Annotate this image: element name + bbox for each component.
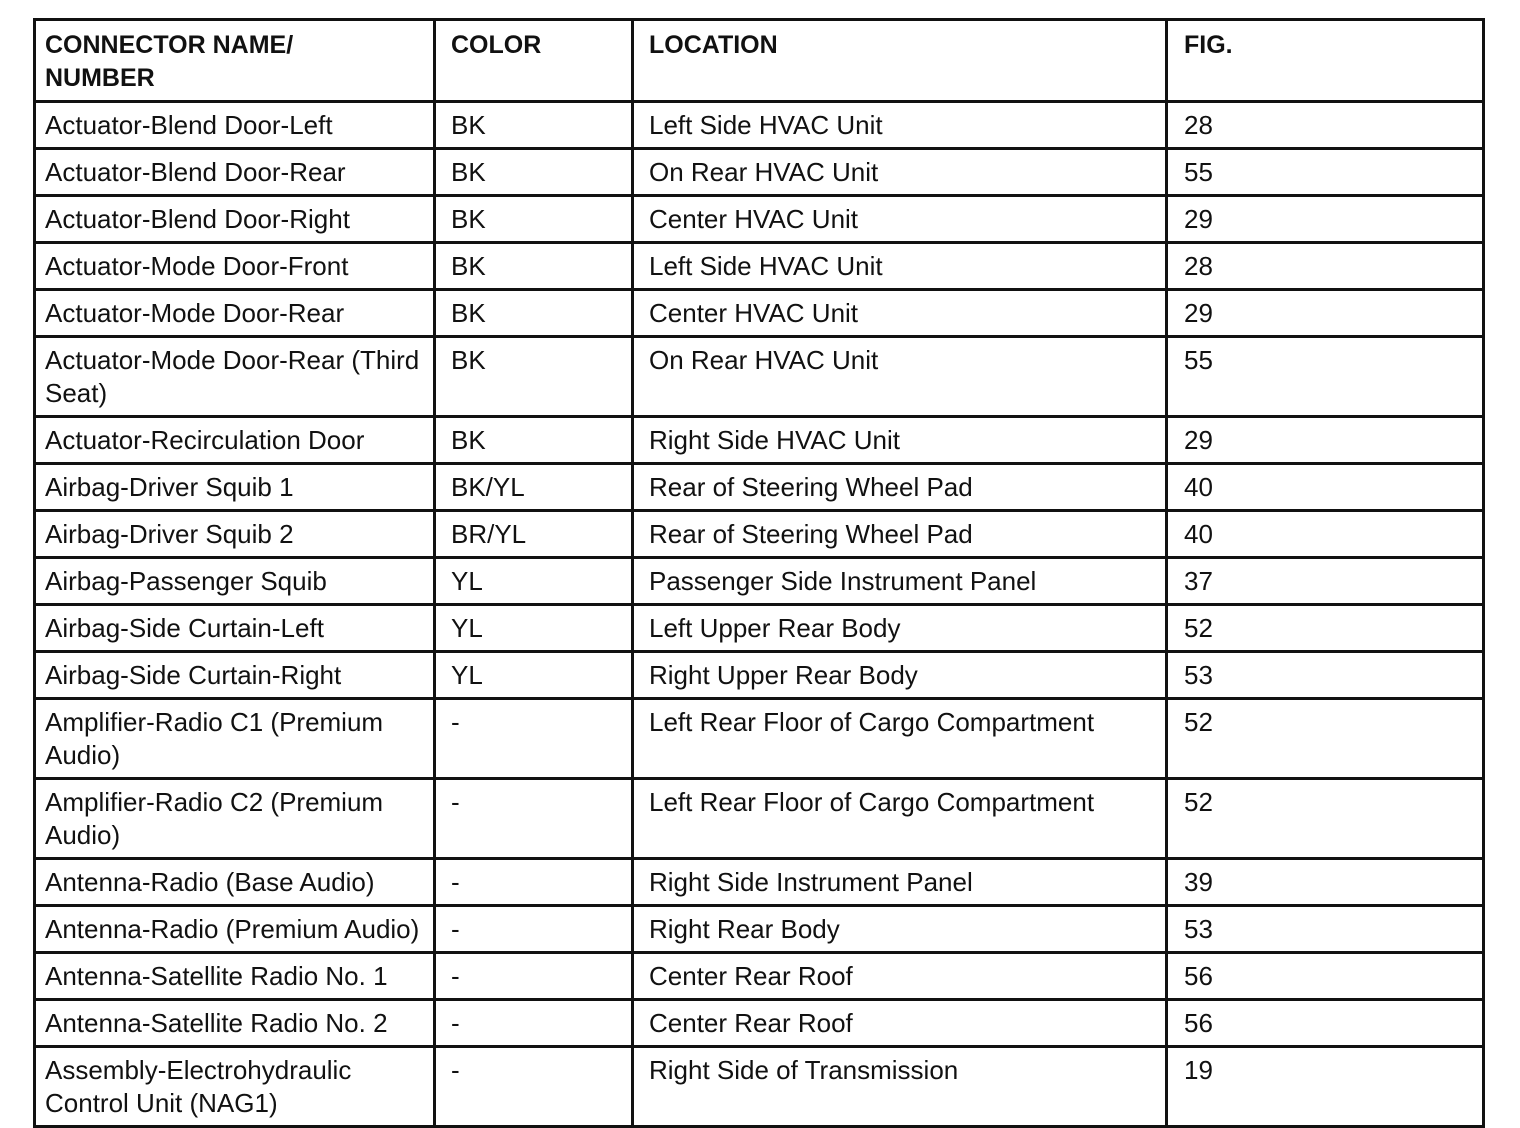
cell-fig: 28 [1167, 243, 1484, 290]
header-connector-line1: CONNECTOR NAME/ [45, 31, 294, 59]
table-row [35, 953, 1484, 1000]
cell-connector-name: Antenna-Satellite Radio No. 1 [35, 953, 435, 1000]
cell-fig: 37 [1167, 558, 1484, 605]
table-row [35, 558, 1484, 605]
cell-location: Right Rear Body [633, 906, 1167, 953]
cell-fig: 56 [1167, 1000, 1484, 1047]
cell-location: Center Rear Roof [633, 1000, 1167, 1047]
cell-fig: 52 [1167, 699, 1484, 779]
cell-location: Left Side HVAC Unit [633, 102, 1167, 149]
cell-color: BK/YL [435, 464, 633, 511]
table-row [35, 605, 1484, 652]
cell-color: YL [435, 558, 633, 605]
cell-color: BR/YL [435, 511, 633, 558]
cell-fig: 56 [1167, 953, 1484, 1000]
cell-fig: 55 [1167, 337, 1484, 417]
cell-color: BK [435, 417, 633, 464]
cell-connector-name: Actuator-Blend Door-Left [35, 102, 435, 149]
table-row [35, 511, 1484, 558]
header-fig: FIG. [1167, 20, 1484, 102]
table-row [35, 699, 1484, 779]
cell-connector-name: Antenna-Radio (Premium Audio) [35, 906, 435, 953]
cell-color: BK [435, 337, 633, 417]
cell-location: Left Side HVAC Unit [633, 243, 1167, 290]
table-row [35, 464, 1484, 511]
connector-table [33, 18, 1485, 1128]
cell-connector-name: Airbag-Driver Squib 1 [35, 464, 435, 511]
cell-connector-name: Airbag-Passenger Squib [35, 558, 435, 605]
cell-color: YL [435, 652, 633, 699]
cell-connector-name: Actuator-Blend Door-Rear [35, 149, 435, 196]
cell-fig: 19 [1167, 1047, 1484, 1127]
cell-fig: 28 [1167, 102, 1484, 149]
cell-connector-name: Antenna-Radio (Base Audio) [35, 859, 435, 906]
cell-fig: 53 [1167, 652, 1484, 699]
cell-color: - [435, 699, 633, 779]
cell-fig: 40 [1167, 464, 1484, 511]
cell-location: Center HVAC Unit [633, 196, 1167, 243]
cell-location: Center HVAC Unit [633, 290, 1167, 337]
cell-location: On Rear HVAC Unit [633, 337, 1167, 417]
cell-fig: 39 [1167, 859, 1484, 906]
cell-connector-name: Actuator-Blend Door-Right [35, 196, 435, 243]
cell-color: BK [435, 102, 633, 149]
table-row [35, 779, 1484, 859]
cell-connector-name: Actuator-Mode Door-Rear [35, 290, 435, 337]
header-location: LOCATION [633, 20, 1167, 102]
header-connector-name [35, 20, 435, 102]
cell-connector-name: Assembly-Electrohydraulic Control Unit (NAG1) [35, 1047, 435, 1127]
table-row [35, 196, 1484, 243]
table-row [35, 417, 1484, 464]
header-row [35, 20, 1484, 102]
cell-connector-name: Amplifier-Radio C1 (Premium Audio) [35, 699, 435, 779]
cell-connector-name: Actuator-Mode Door-Front [35, 243, 435, 290]
cell-color: BK [435, 243, 633, 290]
table-row [35, 290, 1484, 337]
cell-color: - [435, 1000, 633, 1047]
cell-connector-name: Antenna-Satellite Radio No. 2 [35, 1000, 435, 1047]
cell-fig: 29 [1167, 196, 1484, 243]
table-row [35, 1000, 1484, 1047]
cell-color: - [435, 953, 633, 1000]
cell-fig: 29 [1167, 417, 1484, 464]
header-color: COLOR [435, 20, 633, 102]
cell-location: Rear of Steering Wheel Pad [633, 511, 1167, 558]
cell-color: YL [435, 605, 633, 652]
table-row [35, 149, 1484, 196]
header-connector-line2: NUMBER [45, 64, 155, 92]
cell-fig: 55 [1167, 149, 1484, 196]
cell-connector-name: Actuator-Recirculation Door [35, 417, 435, 464]
table-row [35, 337, 1484, 417]
cell-location: Left Rear Floor of Cargo Compartment [633, 779, 1167, 859]
cell-color: - [435, 859, 633, 906]
cell-color: - [435, 906, 633, 953]
cell-connector-name: Actuator-Mode Door-Rear (Third Seat) [35, 337, 435, 417]
cell-location: Right Side of Transmission [633, 1047, 1167, 1127]
cell-location: On Rear HVAC Unit [633, 149, 1167, 196]
cell-color: BK [435, 149, 633, 196]
cell-location: Passenger Side Instrument Panel [633, 558, 1167, 605]
cell-location: Left Rear Floor of Cargo Compartment [633, 699, 1167, 779]
cell-color: - [435, 779, 633, 859]
cell-connector-name: Airbag-Driver Squib 2 [35, 511, 435, 558]
cell-fig: 52 [1167, 779, 1484, 859]
table-row [35, 859, 1484, 906]
cell-fig: 52 [1167, 605, 1484, 652]
cell-fig: 29 [1167, 290, 1484, 337]
table-row [35, 1047, 1484, 1127]
cell-location: Rear of Steering Wheel Pad [633, 464, 1167, 511]
cell-fig: 53 [1167, 906, 1484, 953]
table-row [35, 906, 1484, 953]
cell-connector-name: Airbag-Side Curtain-Left [35, 605, 435, 652]
cell-color: BK [435, 196, 633, 243]
table-row [35, 652, 1484, 699]
table-row [35, 243, 1484, 290]
table-row [35, 102, 1484, 149]
cell-location: Right Upper Rear Body [633, 652, 1167, 699]
cell-location: Right Side HVAC Unit [633, 417, 1167, 464]
cell-fig: 40 [1167, 511, 1484, 558]
cell-connector-name: Amplifier-Radio C2 (Premium Audio) [35, 779, 435, 859]
cell-location: Center Rear Roof [633, 953, 1167, 1000]
cell-location: Right Side Instrument Panel [633, 859, 1167, 906]
cell-color: BK [435, 290, 633, 337]
cell-color: - [435, 1047, 633, 1127]
cell-location: Left Upper Rear Body [633, 605, 1167, 652]
cell-connector-name: Airbag-Side Curtain-Right [35, 652, 435, 699]
